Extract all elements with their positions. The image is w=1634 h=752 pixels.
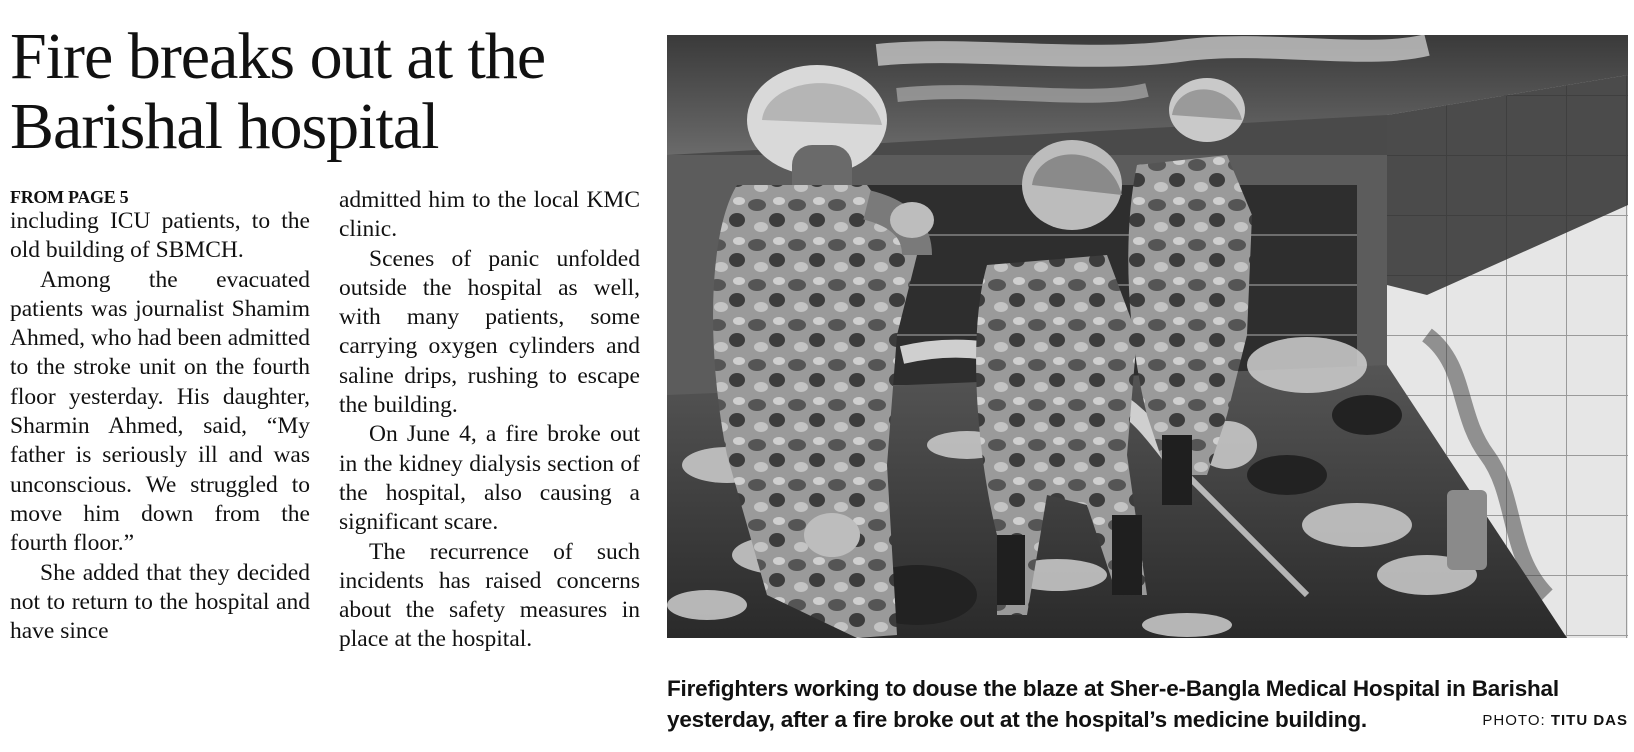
caption-line-2: yesterday, after a fire broke out at the hospital’s medicine building.: [667, 707, 1367, 732]
photo-credit: [1482, 712, 1628, 729]
article-column-2: [339, 186, 640, 655]
paragraph: admitted him to the local KMC clinic.: [339, 187, 640, 243]
article-column-1: [10, 186, 310, 646]
paragraph: The recurrence of such incidents has raised concerns about the safety measures in place at the hospital.: [339, 538, 640, 653]
paragraph: On June 4, a fire broke out in the kidney dialysis section of the hospital, also causing a significant scare.: [339, 421, 640, 536]
paragraph: including ICU patients, to the old building of SBMCH.: [10, 208, 310, 264]
caption-line-1: Firefighters working to douse the blaze at Sher-e-Bangla Medical Hospital in Barishal: [667, 676, 1559, 701]
kicker: FROM PAGE 5: [10, 187, 129, 207]
credit-label: PHOTO:: [1482, 712, 1546, 729]
paragraph: She added that they decided not to return to the hospital and have since: [10, 559, 310, 645]
paragraph: Among the evacuated patients was journalist Shamim Ahmed, who had been admitted to the stroke unit on the fourth floor yesterday. His daughter, Sharmin Ahmed, said, “My father is seriously ill and was unconscious. We struggled to move him down from the fourth floor.”: [10, 266, 310, 557]
headline-line-1: Fire breaks out at the: [10, 20, 546, 93]
credit-name: TITU DAS: [1550, 712, 1628, 729]
paragraph: Scenes of panic unfolded outside the hospital as well, with many patients, some carrying oxygen cylinders and saline drips, rushing to escape the building.: [339, 245, 640, 419]
news-photo: [667, 35, 1628, 638]
headline-line-2: Barishal hospital: [10, 90, 439, 163]
headline: [10, 22, 650, 162]
firefighters-photo: [667, 35, 1628, 638]
